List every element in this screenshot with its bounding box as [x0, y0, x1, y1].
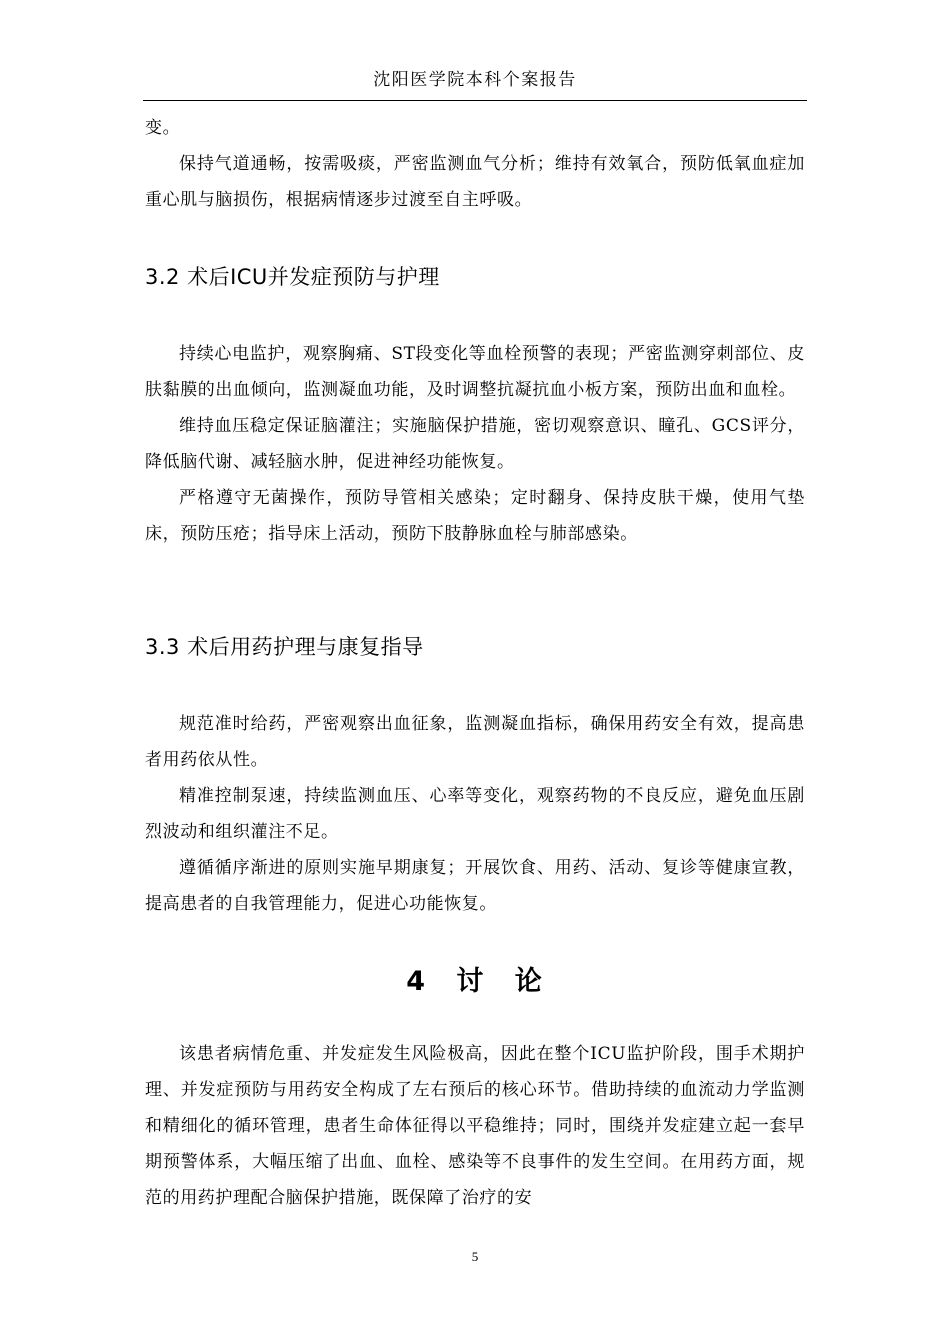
paragraph: 该患者病情危重、并发症发生风险极高，因此在整个ICU监护阶段，围手术期护理、并发症预防与用药安全构成了左右预后的核心环节。借助持续的血流动力学监测和精细化的循环管理，患者生命体征得以平稳维持；同时，围绕并发症建立起一套早期预警体系，大幅压缩了出血、血栓、感染等不良事件的发生空间。在用药方面，规范的用药护理配合脑保护措施，既保障了治疗的安 — [145, 1044, 805, 1208]
page-number: 5 — [471, 1249, 479, 1264]
paragraph: 规范准时给药，严密观察出血征象，监测凝血指标，确保用药安全有效，提高患者用药依从性。 — [145, 714, 805, 770]
paragraph: 遵循循序渐进的原则实施早期康复；开展饮食、用药、活动、复诊等健康宣教，提高患者的自我管理能力，促进心功能恢复。 — [145, 858, 805, 914]
section-heading-3-2: 3.2 术后ICU并发症预防与护理 — [145, 265, 440, 289]
section-heading-3-3: 3.3 术后用药护理与康复指导 — [145, 635, 424, 659]
paragraph-block-1 — [145, 110, 805, 218]
header-rule — [143, 100, 807, 101]
paragraph-block-4 — [145, 1036, 805, 1216]
paragraph: 持续心电监护，观察胸痛、ST段变化等血栓预警的表现；严密监测穿刺部位、皮肤黏膜的出血倾向，监测凝血功能，及时调整抗凝抗血小板方案，预防出血和血栓。 — [145, 344, 805, 400]
paragraph-block-2 — [145, 336, 805, 552]
paragraph: 保持气道通畅，按需吸痰，严密监测血气分析；维持有效氧合，预防低氧血症加重心肌与脑损伤，根据病情逐步过渡至自主呼吸。 — [145, 154, 805, 210]
paragraph: 维持血压稳定保证脑灌注；实施脑保护措施，密切观察意识、瞳孔、GCS评分，降低脑代谢、减轻脑水肿，促进神经功能恢复。 — [145, 416, 805, 472]
paragraph-block-3 — [145, 706, 805, 922]
paragraph-continuation: 变。 — [145, 118, 181, 138]
paragraph: 严格遵守无菌操作，预防导管相关感染；定时翻身、保持皮肤干燥，使用气垫床，预防压疮；指导床上活动，预防下肢静脉血栓与肺部感染。 — [145, 488, 805, 544]
running-header: 沈阳医学院本科个案报告 — [373, 70, 577, 90]
chapter-heading-4: 4 讨 论 — [406, 966, 544, 997]
paragraph: 精准控制泵速，持续监测血压、心率等变化，观察药物的不良反应，避免血压剧烈波动和组织灌注不足。 — [145, 786, 805, 842]
